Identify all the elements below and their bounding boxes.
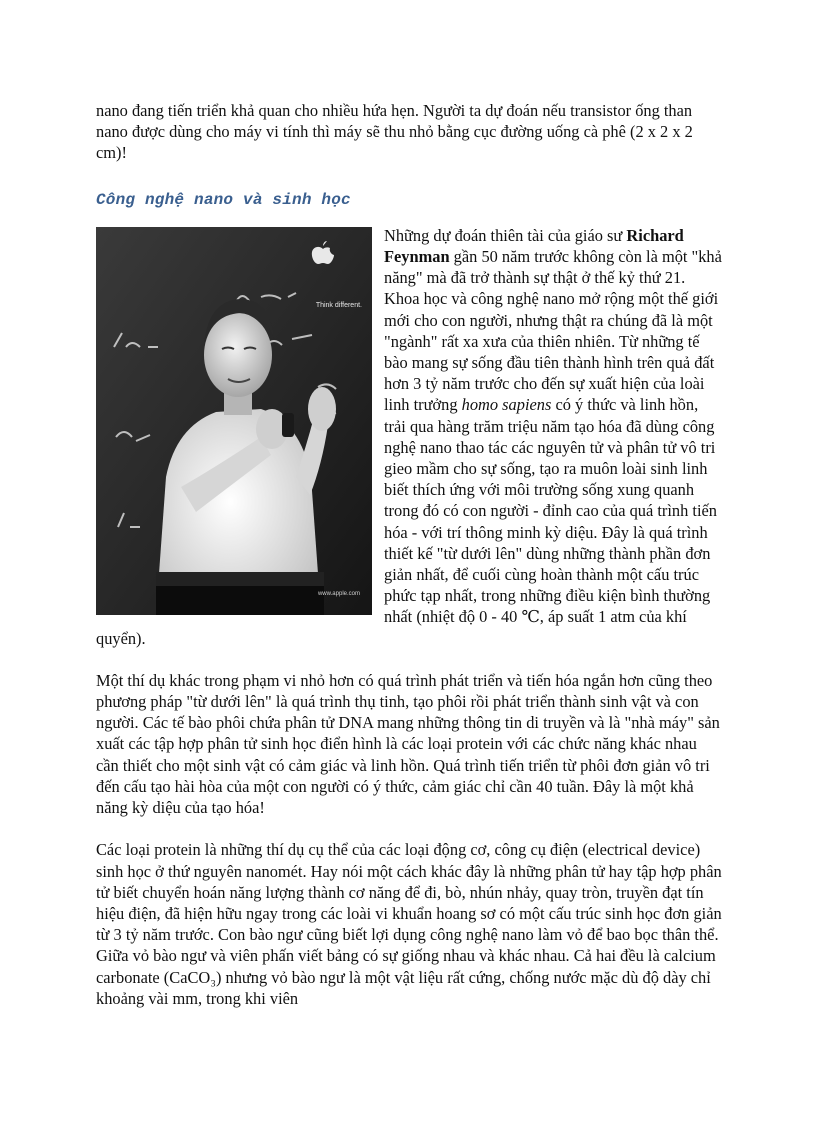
paragraph-gap: [96, 649, 722, 670]
section-title: Công nghệ nano và sinh học: [96, 190, 351, 209]
photo-caption: Think different.: [315, 301, 362, 309]
feynman-text-before: Những dự đoán thiên tài của giáo sư: [384, 225, 627, 245]
document-page: [96, 100, 722, 1009]
protein-paragraph: [96, 839, 722, 1009]
protein-text-before: Các loại protein là những thí dụ cụ thể của các loại động cơ, công cụ điện (electrical device) sinh học ở thứ nguyên nanomét. Hay nói một cách khác đây là những phân tử hay tập hợp phân tử biết chuyển hoán năng lượng thành cơ năng để đi, bò, nhún nhảy, quay tròn, truyền đạt tín hiệu điện, đã hiện hữu ngay trong các loài vi khuẩn hoang sơ có một cấu trúc sinh học đơn giản từ 3 tỷ năm trước. Con bào ngư cũng biết lợi dụng công nghệ nano làm vỏ để bao bọc thân thể. Giữa vỏ bào ngư và viên phấn viết bảng có sự giống nhau và khác nhau. Cả hai đều là calcium carbonate (: [96, 840, 722, 987]
protein-text-after: ) nhưng vỏ bào ngư là một vật liệu rất cứng, chống nước mặc dù độ dày chỉ khoảng vài mm, trong khi viên: [96, 967, 711, 1008]
feynman-photo: [96, 227, 372, 615]
intro-paragraph: nano đang tiến triển khả quan cho nhiều hứa hẹn. Người ta dự đoán nếu transistor ống than nano được dùng cho máy vi tính thì máy sẽ thu nhỏ bằng cục đường uống cà phê (2 x 2 x 2 cm)!: [96, 101, 693, 163]
feynman-name: Richard Feynman: [384, 225, 684, 267]
feynman-text-after: có ý thức và linh hồn, trải qua hàng trăm triệu năm tạo hóa đã dùng công nghệ nano thao tác các nguyên tử và phân tử vô tri gieo mầm cho sự sống, tạo ra muôn loài sinh linh biết thích ứng với môi trường sống xung quanh trong đó có con người - đỉnh cao của quá trình tiến hóa - với trí thông minh kỳ diệu. Đây là quá trình thiết kế "từ dưới lên" dùng những thành phần đơn giản nhất, để cuối cùng hoàn thành một cấu trúc phức tạp nhất, trong những điều kiện bình thường nhất (nhiệt độ 0 - 40 ℃, áp suất 1 atm của khí quyển).: [96, 395, 717, 648]
species-name: homo sapiens: [461, 395, 552, 415]
feynman-text-middle: gần 50 năm trước không còn là một "khả năng" mà đã trở thành sự thật ở thế kỷ thứ 21. Khoa học và công nghệ nano mở rộng một thế giới mới cho con người, nhưng thật ra chúng đã là một "ngành" rất xa xưa của thiên nhiên. Từ những tế bào mang sự sống đầu tiên thành hình trên quả đất hơn 3 tỷ năm trước cho đến sự xuất hiện của loài linh trưởng: [384, 247, 722, 415]
embryo-paragraph: Một thí dụ khác trong phạm vi nhỏ hơn có quá trình phát triển và tiến hóa ngắn hơn cũng theo phương pháp "từ dưới lên" là quá trình thụ tinh, tạo phôi rồi phát triển thành sinh vật và con người. Các tế bào phôi chứa phân tử DNA mang những thông tin di truyền và là "nhà máy" sản xuất các tập hợp phân tử sinh học điển hình là các loại protein với các chức năng khác nhau cần thiết cho một sinh vật có cảm giác và linh hồn. Quá trình tiến triển từ phôi đơn giản vô tri đến cấu tạo hài hòa của một con người có ý thức, cảm giác chỉ cần 40 tuần. Đây là một khả năng kỳ diệu của tạo hóa!: [96, 670, 720, 818]
paragraph-gap: [96, 818, 722, 839]
photo-url: www.apple.com: [317, 590, 360, 597]
photo-drawing: [96, 227, 372, 615]
chemical-formula: CaCO₃: [169, 967, 216, 987]
